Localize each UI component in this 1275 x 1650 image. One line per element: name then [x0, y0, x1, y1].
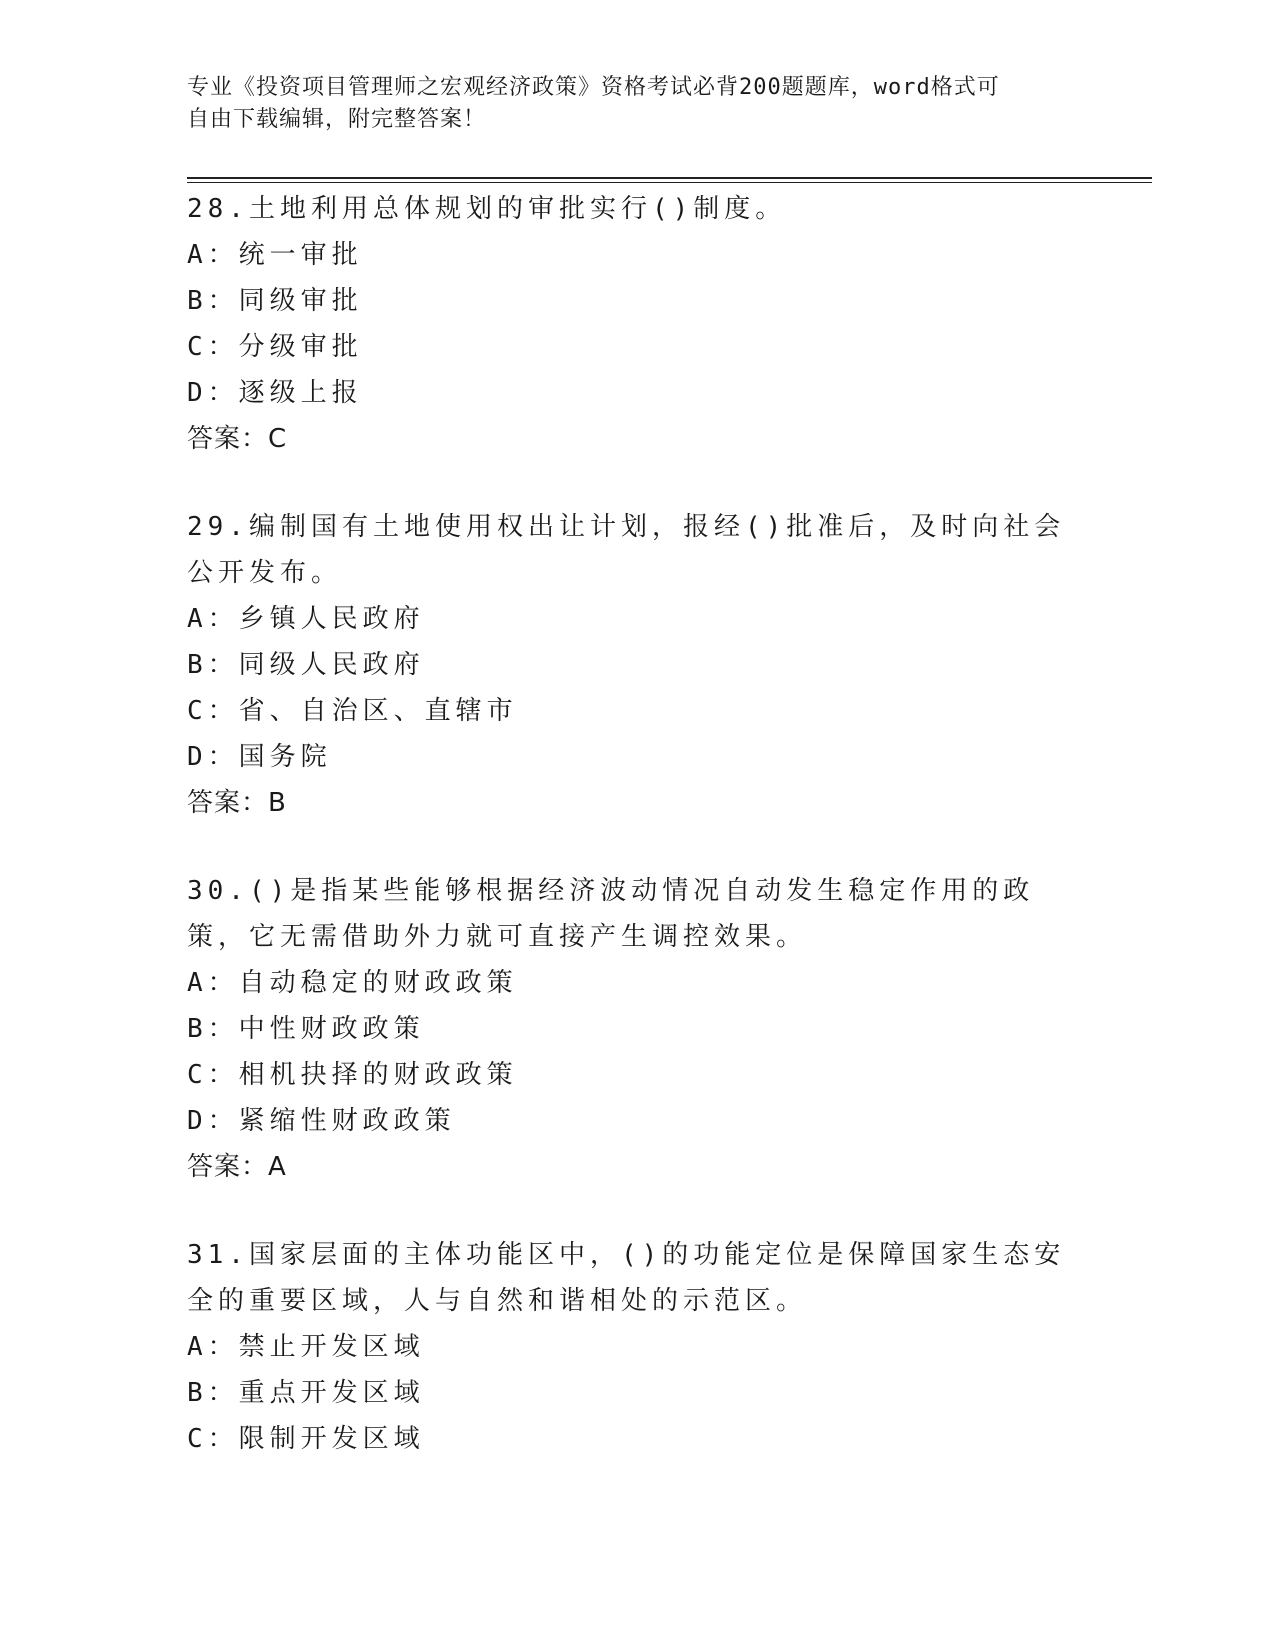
option-c: C：省、自治区、直辖市: [187, 696, 518, 726]
question-29: [187, 504, 1087, 826]
question-stem: 29.编制国有土地使用权出让计划，报经()批准后，及时向社会公开发布。: [187, 512, 1066, 588]
answer: 答案：A: [187, 1152, 287, 1182]
option-a: A：乡镇人民政府: [187, 604, 425, 634]
header-line-1: 专业《投资项目管理师之宏观经济政策》资格考试必背200题题库，word格式可: [187, 75, 1000, 100]
option-a: A：禁止开发区域: [187, 1332, 425, 1362]
option-b: B：重点开发区域: [187, 1378, 425, 1408]
option-c: C：相机抉择的财政政策: [187, 1060, 518, 1090]
option-a: A：自动稳定的财政政策: [187, 968, 518, 998]
header-divider-thin: [187, 182, 1152, 183]
option-d: D：国务院: [187, 742, 332, 772]
option-c: C：限制开发区域: [187, 1424, 425, 1454]
question-stem: 28.土地利用总体规划的审批实行()制度。: [187, 194, 787, 224]
option-b: B：中性财政政策: [187, 1014, 425, 1044]
option-b: B：同级审批: [187, 286, 363, 316]
header-divider-thick: [187, 177, 1152, 179]
option-d: D：紧缩性财政政策: [187, 1106, 456, 1136]
answer: 答案：B: [187, 788, 287, 818]
question-stem: 31.国家层面的主体功能区中，()的功能定位是保障国家生态安全的重要区域，人与自然和谐相处的示范区。: [187, 1240, 1066, 1316]
question-30: [187, 868, 1087, 1190]
answer: 答案：C: [187, 424, 288, 454]
question-stem: 30.()是指某些能够根据经济波动情况自动发生稳定作用的政策，它无需借助外力就可直接产生调控效果。: [187, 876, 1035, 952]
option-b: B：同级人民政府: [187, 650, 425, 680]
option-d: D：逐级上报: [187, 378, 363, 408]
option-a: A：统一审批: [187, 240, 363, 270]
option-c: C：分级审批: [187, 332, 363, 362]
question-28: [187, 186, 1087, 462]
document-header: [187, 72, 1087, 136]
header-line-2: 自由下载编辑，附完整答案！: [187, 107, 487, 132]
question-list: [187, 186, 1087, 1504]
question-31: [187, 1232, 1087, 1462]
